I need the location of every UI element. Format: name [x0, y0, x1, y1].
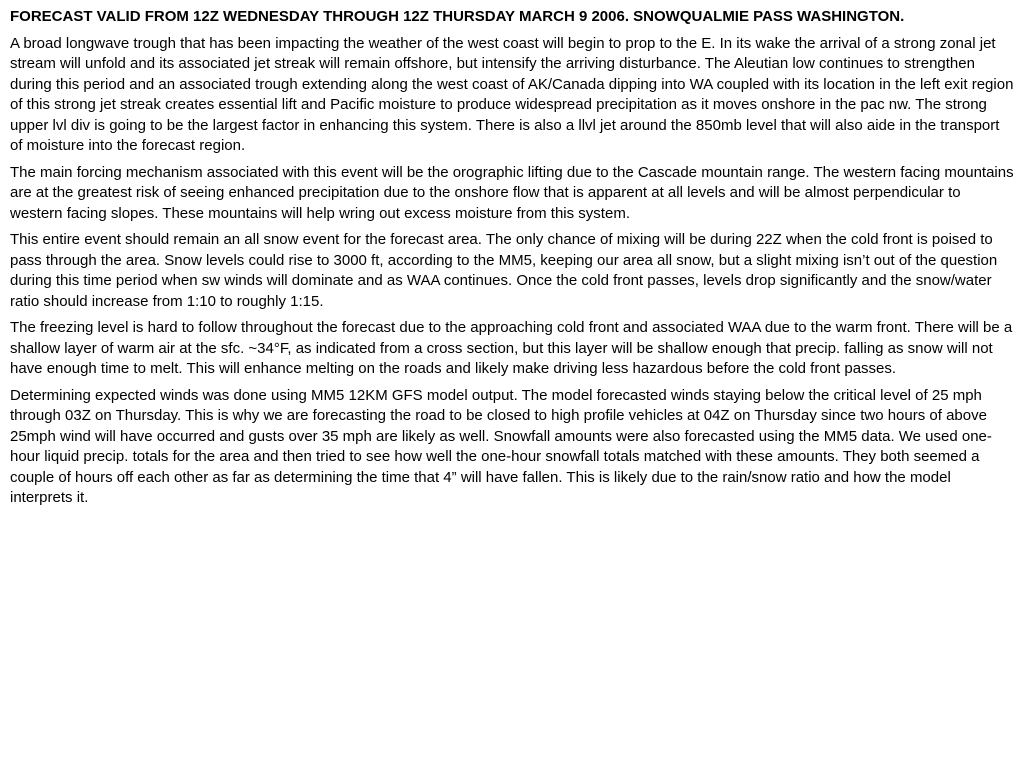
- paragraph-freezing-level: The freezing level is hard to follow throughout the forecast due to the approaching cold front and associated WAA due to the warm front. There will be a shallow layer of warm air at the sfc. ~34°F, as indicated from a cross section, but this layer will be shallow enough that precip. falling as snow will not have enough time to melt. This will enhance melting on the roads and likely make driving less hazardous before the cold front passes.: [10, 319, 1013, 377]
- paragraph-precip-type: This entire event should remain an all snow event for the forecast area. The only chance of mixing will be during 22Z when the cold front is poised to pass through the area. Snow levels could rise to 3000 ft, according to the MM5, keeping our area all snow, but a slight mixing isn’t out of the question during this time period when sw winds will dominate and as WAA continues. Once the cold front passes, levels drop significantly and the snow/water ratio should increase from 1:10 to roughly 1:15.: [10, 231, 998, 310]
- paragraph-winds-snowfall: Determining expected winds was done using MM5 12KM GFS model output. The model forecasted winds staying below the critical level of 25 mph through 03Z on Thursday. This is why we are forecasting the road to be closed to high profile vehicles at 04Z on Thursday since two hours of above 25mph wind will have occurred and gusts over 35 mph are likely as well. Snowfall amounts were also forecasted using the MM5 data. We used one-hour liquid precip. totals for the area and then tried to see how well the one-hour snowfall totals matched with these amounts. They both seemed a couple of hours off each other as far as determining the time that 4” will have fallen. This is likely due to the rain/snow ratio and how the model interprets it.: [10, 386, 992, 506]
- forecast-title: FORECAST VALID FROM 12Z WEDNESDAY THROUGH 12Z THURSDAY MARCH 9 2006. SNOWQUALMIE PASS WASHINGTON.: [10, 8, 905, 25]
- document-page: [10, 7, 1016, 515]
- paragraph-synoptic: A broad longwave trough that has been impacting the weather of the west coast will begin to prop to the E. In its wake the arrival of a strong zonal jet stream will unfold and its associated jet streak will remain offshore, but intensify the arriving disturbance. The Aleutian low continues to strengthen during this period and an associated trough extending along the west coast of AK/Canada dipping into WA coupled with its location in the left exit region of this strong jet streak creates essential lift and Pacific moisture to produce widespread precipitation as it moves onshore in the pac nw. The strong upper lvl div is going to be the largest factor in enhancing this system. There is also a llvl jet around the 850mb level that will also aide in the transport of moisture into the forecast region.: [10, 34, 1014, 154]
- paragraph-forcing: The main forcing mechanism associated with this event will be the orographic lifting due to the Cascade mountain range. The western facing mountains are at the greatest risk of seeing enhanced precipitation due to the onshore flow that is apparent at all levels and will be almost perpendicular to western facing slopes. These mountains will help wring out excess moisture from this system.: [10, 163, 1014, 222]
